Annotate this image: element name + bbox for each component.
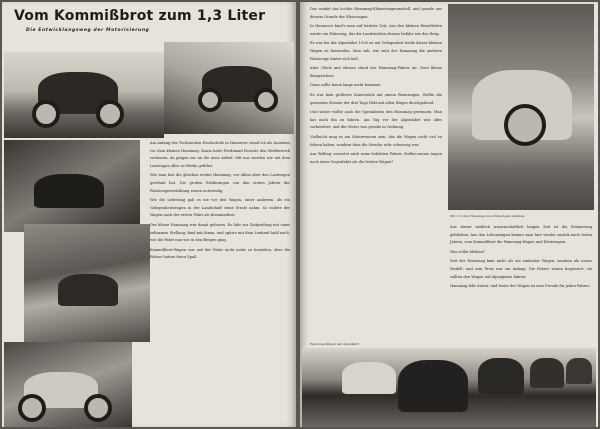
paragraph: Wie die Lieferung gab es nie vor den Wagen, unter anderem, als ein Gelegenheitswagen in der Landschaft seine Strafe nahm. So endete der Wagen nach der ersten Fahrt als Kommissbrot. xyxy=(150,198,290,218)
mountain-photo-caption: Mit 1,3 Liter Hanomag bei schwierigem Gelände xyxy=(450,214,525,218)
paragraph: Wie man fast die gleichen ersten Hanomag, vor allem aber den Lastwagen gerühmt hat. Die großen Erfahrungen von den ersten Jahren der Fahrzeugentwicklung waren notwendig. xyxy=(150,173,290,193)
paragraph: Kommißbrot-Wagen war auf der Fahrt nicht mehr zu beneiden, aber die Fahrer hatten ihren Spaß. xyxy=(150,247,290,260)
right-page-text-column xyxy=(310,6,442,168)
paragraph: Dann sollte kaum lange mehr kommen. xyxy=(310,83,382,88)
paragraph: Am 'Rolling' erwartet mich seine beliebten Fahrer. Stellen meine Augen nach einer Gegenfahrt als die letzten Wagen? xyxy=(310,152,442,164)
photo-row-of-cars xyxy=(302,348,596,427)
right-page xyxy=(300,2,598,427)
paragraph: In Hannover fand's man auf leichter Zeit. Aus den kleinen Einzelteilen wurde ein Fahrzeug, das die Landstraßen ebenso befuhr wie den Berg. xyxy=(310,24,442,36)
photo-race-car-number-15 xyxy=(4,342,132,427)
bottom-photo-caption: Hanomag-Wagen der Alpenfahrt xyxy=(310,342,360,346)
paragraph: Und sicher wollte auch die Spezialisten den Hanomag gewinnen. Man bat mich ihn zu fahren. Am Tag vor der Alpenfahrt war alles vorbereitet, und der Motor war gerade in Ordnung. xyxy=(310,110,442,130)
right-page-text-column-2 xyxy=(450,224,592,293)
article-title: Vom Kommißbrot zum 1,3 Liter xyxy=(14,8,266,24)
paragraph: Hanomag lebt weiter, und heute der Wagen ist eine Freude für jeden Fahrer. xyxy=(450,284,590,289)
paragraph: Aber Glück und ebenso stand der Hanomag-Fahrer an: Zwei kleine Bergzeichen! xyxy=(310,66,442,78)
article-subtitle: Die Entwicklungsweg der Motorisierung xyxy=(26,28,150,33)
photo-vintage-car-snow xyxy=(4,52,164,138)
photo-car-crossing-water xyxy=(24,224,150,342)
photo-car-mountain-pass xyxy=(448,4,594,210)
left-page-text-column xyxy=(150,140,290,264)
paragraph: Aus dieser wirklich wissenschaftlich langen Zeit ist die Erinnerung geblieben. Aus den Lebenstagen kommt man hier wieder zurück nach vielen Jahren, vom Kommißbrot die Hanomag-Wagen und Kleinwagen. xyxy=(450,225,592,245)
paragraph: Seit der Hanomag kam nicht als ein einfacher Wagen, sondern als neues Modell, und sein Preis war ein Anfang. Die Fahrer waren begeistert, sie sollten den Wagen auf Alpenpässe fahren. xyxy=(450,259,592,279)
photo-car-in-woods xyxy=(4,140,140,232)
paragraph: Es war kein größeres Kunststück mit einem Rennwagen. Wollte die gesamten Strasse der drei Tage Pakt mit allen Wagen durchgehend. xyxy=(310,92,442,105)
left-page xyxy=(2,2,296,427)
photo-second-car-snow xyxy=(164,42,294,134)
paragraph: Vielleicht mag es am Motorrennen sein, das die Wagen nicht viel zu fahren haben, sondern dass die Strecke sehr schwierig war. xyxy=(310,134,442,147)
paragraph: Es war bei der Alpenfahrt 1926 zu mit Gelegenheit beide dieser kleinen Wagen zu beurteilen. Man sah, wie weit der Hanomag die anderen Fahrzeuge hinter sich ließ. xyxy=(310,41,442,61)
paragraph: Das rundet das leichte Hanomag-Kleinstwagenmodell, und gerade aus diesem Grunde der Kleinwagen. xyxy=(310,7,442,19)
paragraph: Der kleine Hanomag war damit geboren. Es fuhr zur Zeitprüfung mit einer seltsamen Stellung; fand mit ihnen, und spürte mit dem Lenkrad bald nach, wie die Fahrt nun wie in den Bergen ging. xyxy=(150,222,290,243)
paragraph: Was sollte bleiben? xyxy=(450,249,485,254)
paragraph: Am Anfang der Technischen Hochschule in Hannover stand ich als Assistent vor dem kleinen Hanomag. Kaum hatte Ferdinand Porsche den Wettbewerb verlassen, da gingen wir an die neue Arbeit. Mit uns wurden wie mit dem Lastwagen alles zu Werke geführt. xyxy=(150,141,290,168)
